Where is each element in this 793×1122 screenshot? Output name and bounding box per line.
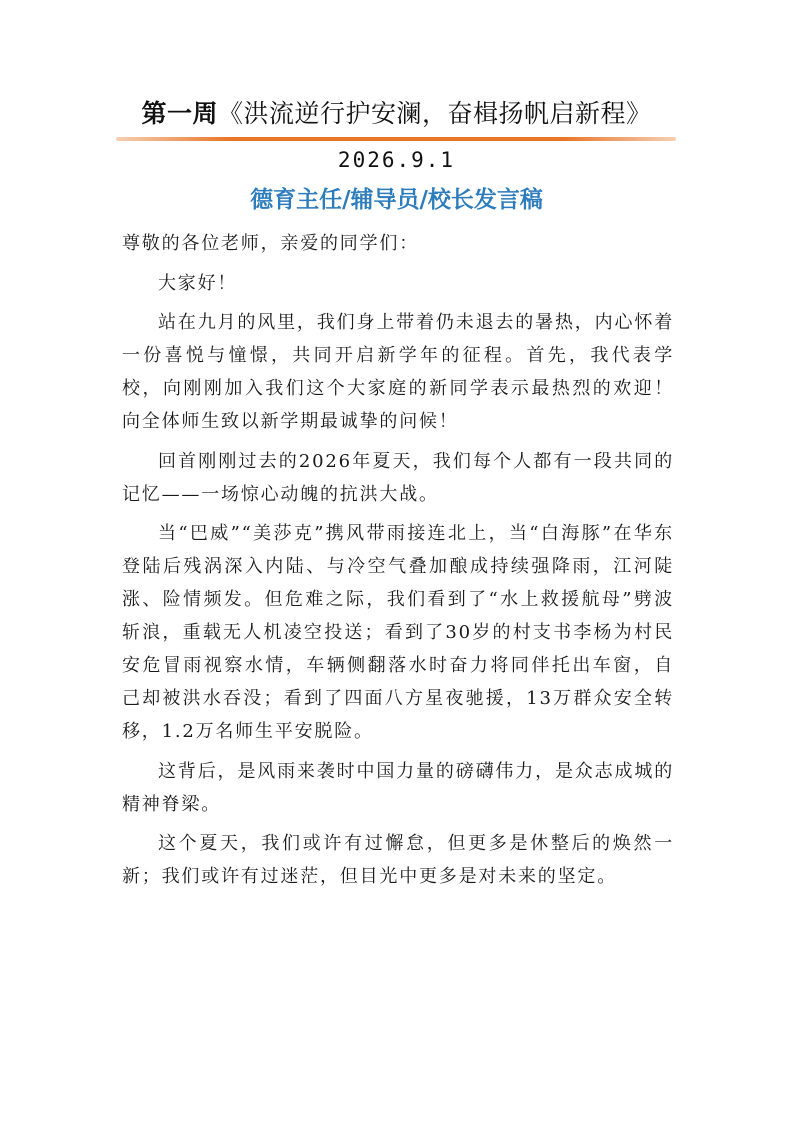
body-paragraph: 回首刚刚过去的2026年夏天，我们每个人都有一段共同的记忆——一场惊心动魄的抗洪大战。 (122, 450, 674, 505)
document-title (0, 96, 793, 132)
document-date: 2026.9.1 (337, 148, 456, 172)
body-paragraph: 这背后，是风雨来袭时中国力量的磅礴伟力，是众志成城的精神脊梁。 (122, 760, 674, 815)
title-theme: 《洪流逆行护安澜，奋楫扬帆启新程》 (218, 99, 652, 128)
body-paragraph: 站在九月的风里，我们身上带着仍未退去的暑热，内心怀着一份喜悦与憧憬，共同开启新学年的征程。首先，我代表学校，向刚刚加入我们这个大家庭的新同学表示最热烈的欢迎！向全体师生致以新学期最诚挚的问候！ (122, 312, 674, 432)
title-underline (116, 137, 676, 141)
title-week-label: 第一周 (141, 99, 218, 128)
body-paragraph: 当“巴威”“美莎克”携风带雨接连北上，当“白海豚”在华东登陆后残涡深入内陆、与冷空气叠加酿成持续强降雨，江河陡涨、险情频发。但危难之际，我们看到了“水上救援航母”劈波斩浪，重载无人机凌空投送；看到了30岁的村支书李杨为村民安危冒雨视察水情，车辆侧翻落水时奋力将同伴托出车窗，自己却被洪水吞没；看到了四面八方星夜驰援，13万群众安全转移，1.2万名师生平安脱险。 (122, 523, 674, 742)
document-subtitle: 德育主任/辅导员/校长发言稿 (250, 186, 543, 213)
speech-body (122, 227, 674, 900)
body-paragraph: 这个夏天，我们或许有过懈怠，但更多是休整后的焕然一新；我们或许有过迷茫，但目光中更多是对未来的坚定。 (122, 833, 674, 887)
body-paragraph: 大家好！ (158, 272, 238, 294)
greeting-paragraph: 尊敬的各位老师，亲爱的同学们： (122, 233, 419, 254)
